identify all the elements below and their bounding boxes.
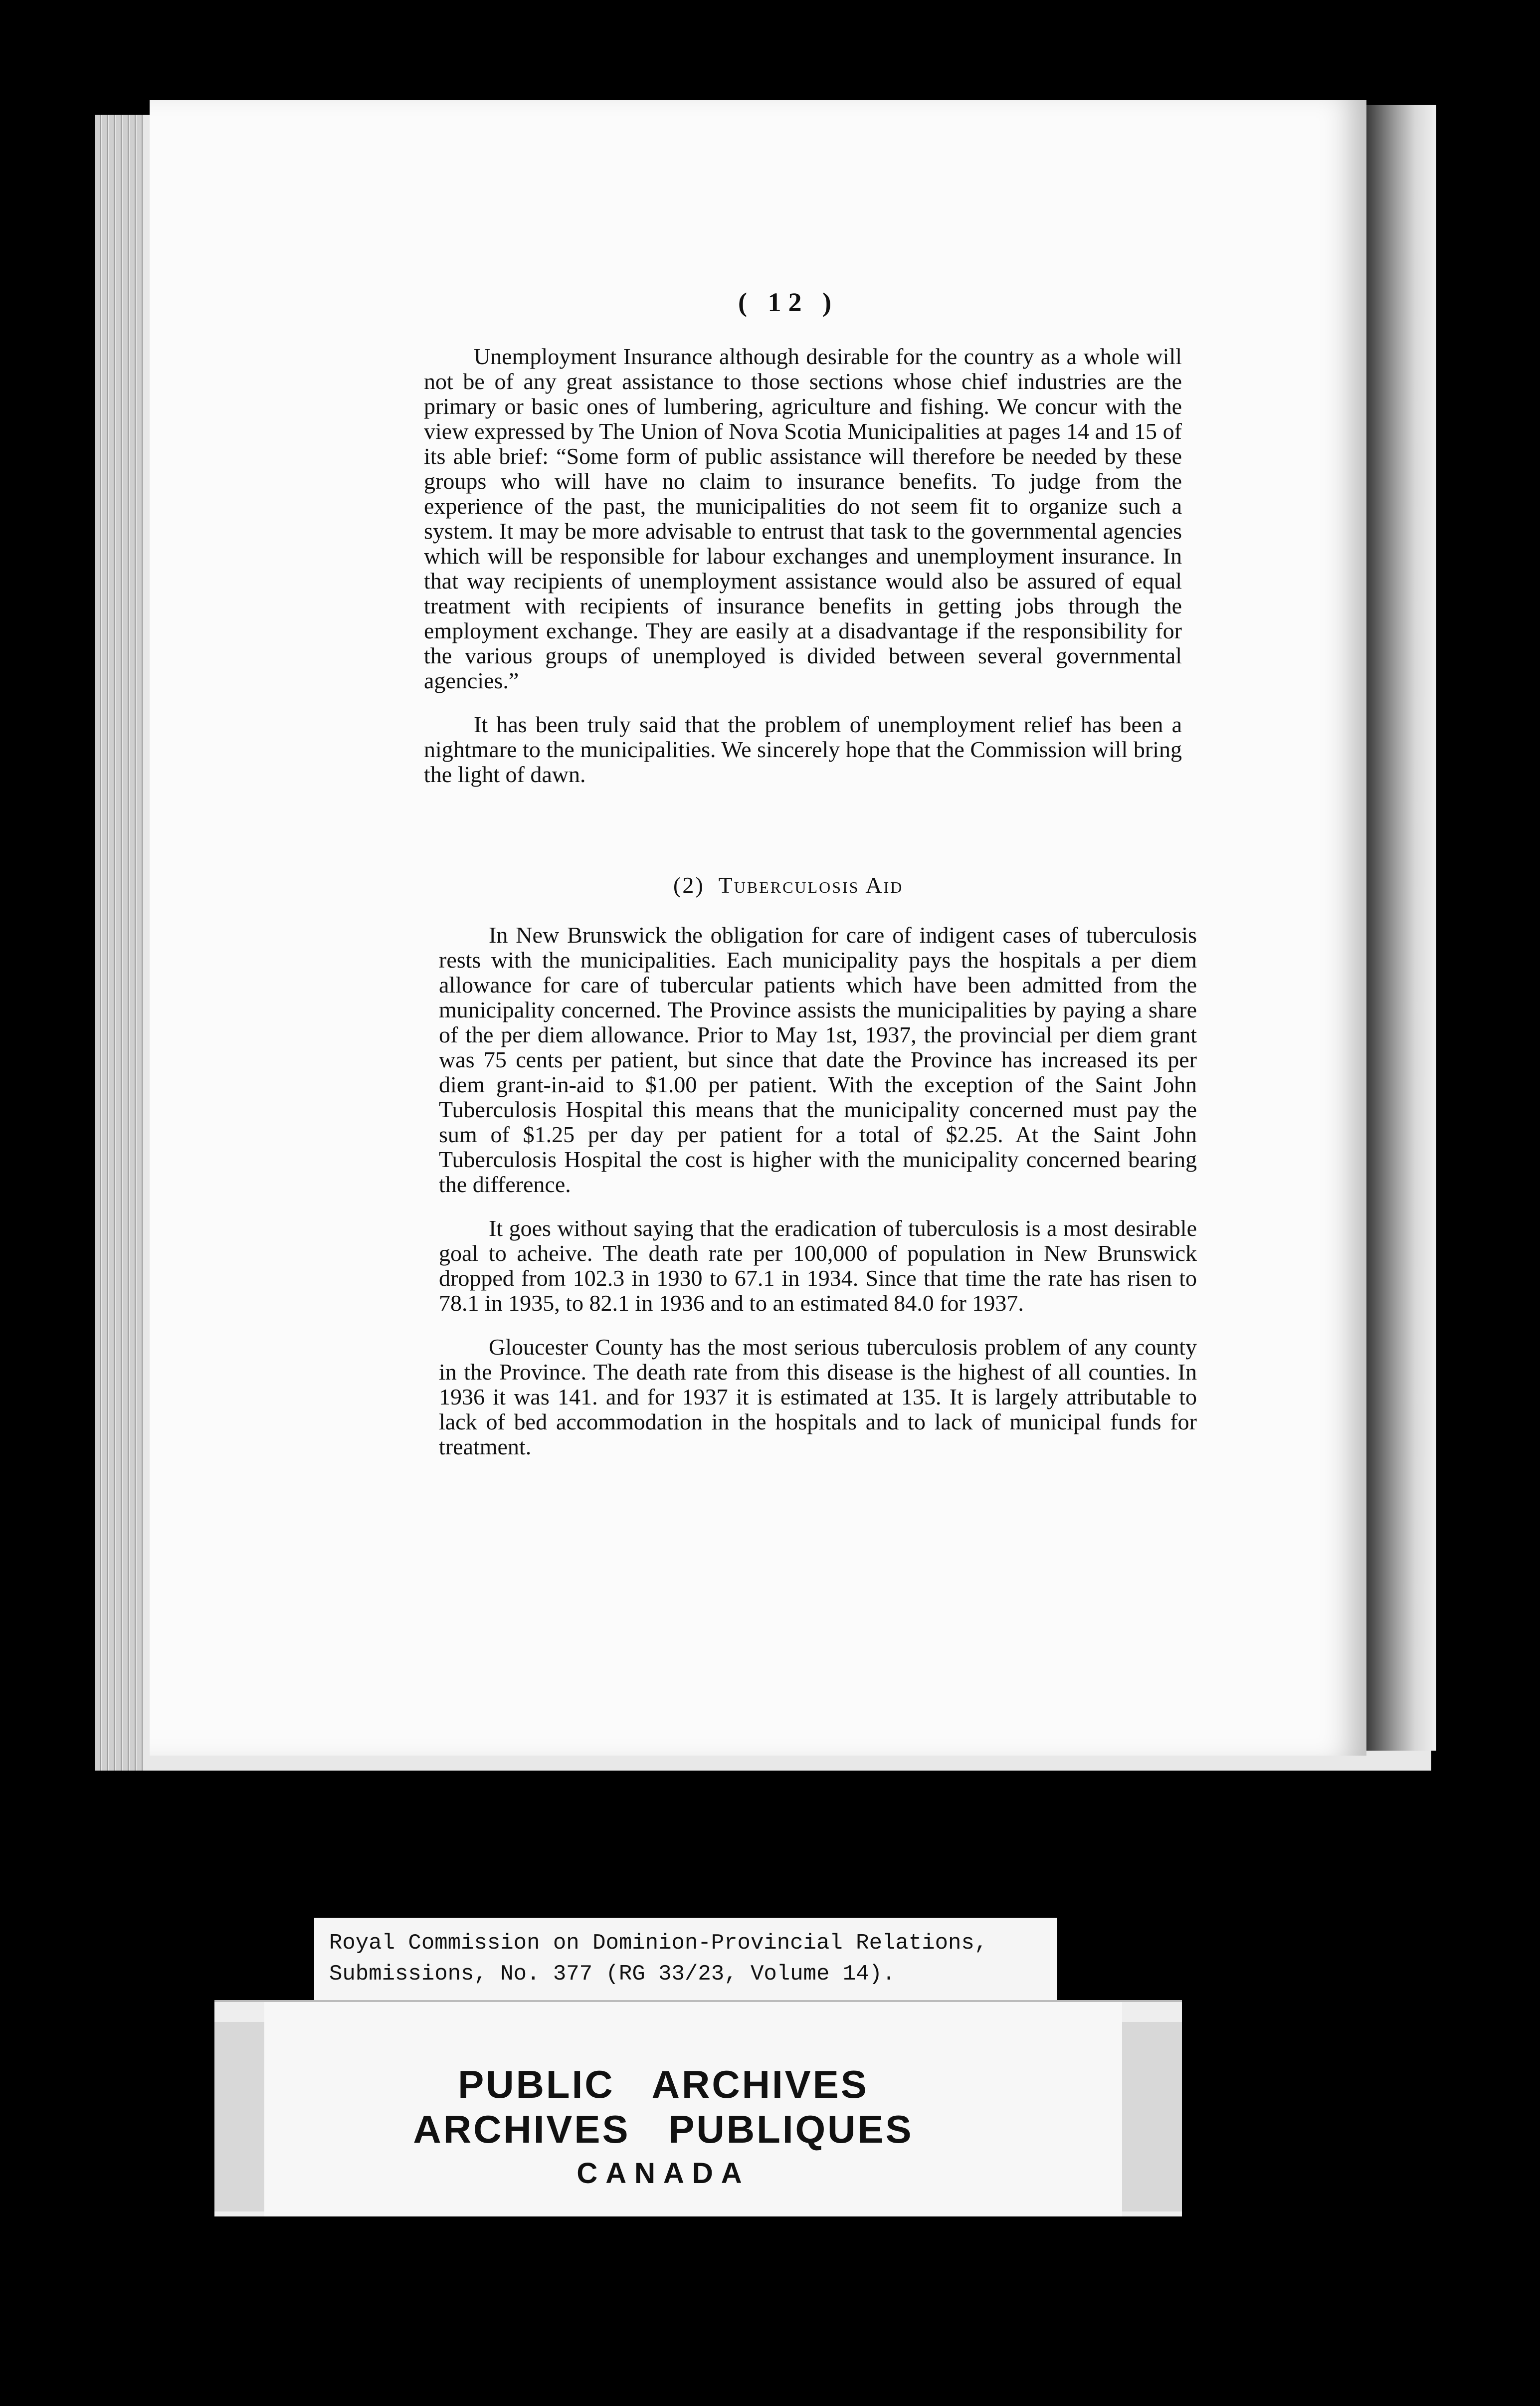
page-edge (123, 115, 129, 1771)
paragraph: It has been truly said that the problem of unemployment relief has been a nightmare to the municipalities. We sincerely hope that the Commission will bring the light of dawn. (424, 712, 1182, 787)
paragraph: Unemployment Insurance although desirable for the country as a whole will not be of any great assistance to those sections whose chief industries are the primary or basic ones of lumbering, agriculture and fishing. We concur with the view expressed by The Union of Nova Scotia Municipalities at pages 14 and 15 of its able brief: “Some form of public assistance will therefore be needed by these groups who will have no claim to insurance benefits. To judge from the experience of the past, the municipalities do not seem fit to organize such a system. It may be more advisable to entrust that task to the governmental agencies which will be responsible for labour exchanges and unemployment insurance. In that way recipients of unemployment assistance would also be assured of equal treatment with recipients of insurance benefits in getting jobs through the employment exchange. They are easily at a disadvantage if the responsibility for the various groups of unemployed is divided between several governmental agencies.” (424, 344, 1182, 693)
section-title: Tuberculosis Aid (718, 872, 904, 898)
page-edge (109, 115, 115, 1771)
archive-label-line: Royal Commission on Dominion-Provincial Relations, (329, 1931, 988, 1956)
page-edge (102, 115, 108, 1771)
paragraph: It goes without saying that the eradication of tuberculosis is a most desirable goal to acheive. The death rate per 100,000 of population in New Brunswick dropped from 102.3 in 1930 to 67.1 in 1934. Since that time the rate has risen to 78.1 in 1935, to 82.1 in 1936 and to an estimated 84.0 for 1937. (439, 1215, 1197, 1316)
archive-label-line: Submissions, No. 377 (RG 33/23, Volume 14). (329, 1962, 896, 1987)
card-tab (1122, 2022, 1182, 2211)
section-heading (673, 872, 903, 898)
section-text (439, 923, 1197, 1478)
archive-stamp-card (214, 2000, 1182, 2216)
paragraph: In New Brunswick the obligation for care of indigent cases of tuberculosis rests with the municipalities. Each municipality pays the hospitals a per diem allowance for care of tubercular patients which have been admitted from the municipality concerned. The Province assists the municipalities by paying a share of the per diem allowance. Prior to May 1st, 1937, the provincial per diem grant was 75 cents per patient, but since that date the Province has increased its per diem grant-in-aid to $1.00 per patient. With the exception of the Saint John Tuberculosis Hospital this means that the municipality concerned must pay the sum of $1.25 per day per patient for a total of $2.25. At the Saint John Tuberculosis Hospital the cost is higher with the municipality concerned bearing the difference. (439, 922, 1197, 1197)
page-edge (116, 115, 122, 1771)
paragraph: Gloucester County has the most serious tuberculosis problem of any county in the Province. The death rate from this disease is the highest of all counties. In 1936 it was 141. and for 1937 it is estimated at 135. It is largely attributable to lack of bed accommodation in the hospitals and to lack of municipal funds for treatment. (439, 1334, 1197, 1459)
page-edge (95, 115, 101, 1771)
card-face (264, 2002, 1122, 2216)
page-edge (130, 115, 136, 1771)
intro-text (424, 344, 1182, 806)
section-number: (2) (673, 872, 705, 898)
page-edge (137, 115, 143, 1771)
archive-label (314, 1918, 1057, 2000)
stamp-line: ARCHIVES PUBLIQUES (413, 2107, 914, 2151)
binding-shadow (1366, 105, 1436, 1751)
stamp-line: PUBLIC ARCHIVES (458, 2062, 869, 2106)
page-number: ( 12 ) (738, 287, 838, 317)
stamp-line: CANADA (577, 2157, 750, 2190)
